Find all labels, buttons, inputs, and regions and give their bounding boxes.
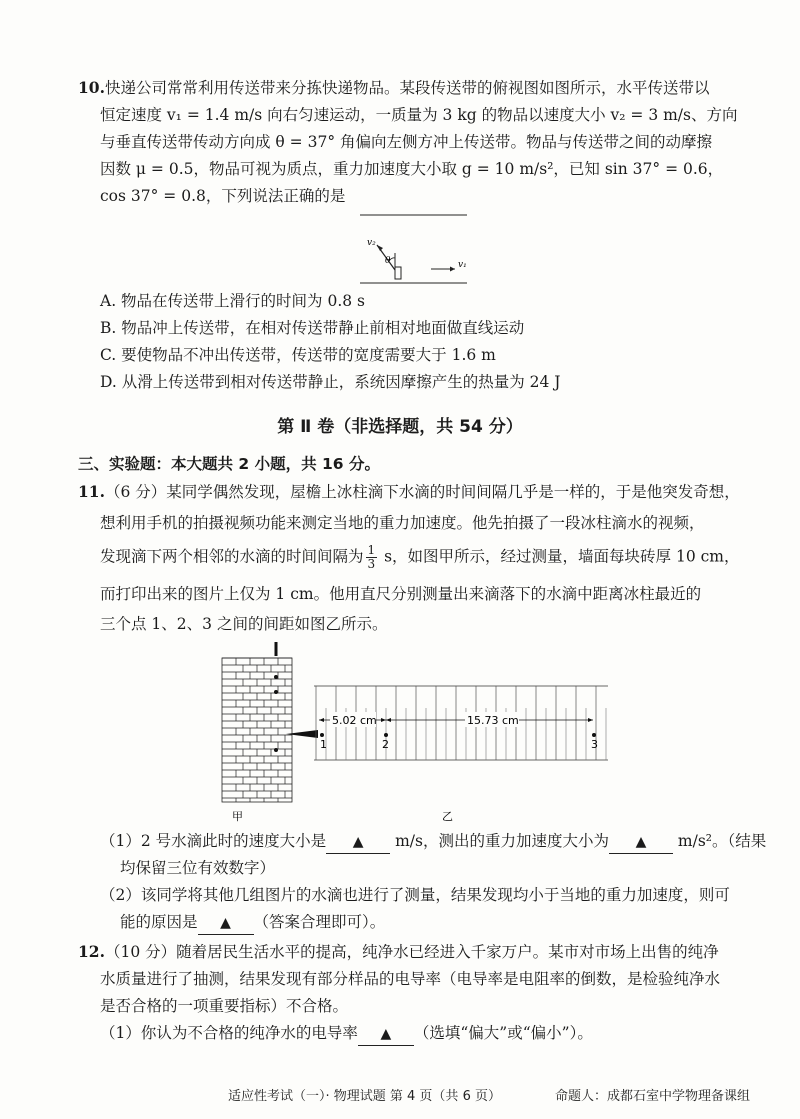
figure-jia-label: 甲 [232,810,243,823]
q11-line-2: 想利用手机的拍摄视频功能来测定当地的重力加速度。他先拍摄了一段冰柱滴水的视频， [100,514,705,532]
q11-sub2-text-c: （答案合理即可）。 [253,913,386,931]
dim2-arrow-left [386,718,391,722]
v2-arrowhead [377,245,383,251]
dimension-label-1: 5.02 cm [332,714,377,727]
answer-blank-gravity: ▲ [609,831,673,854]
q11-sub1-text-a: （1）2 号水滴此时的速度大小是 [100,832,327,850]
point-label-2: 2 [382,738,389,751]
q10-line-3: 与垂直传送带传动方向成 θ = 37° 角偏向左侧方冲上传送带。物品与传送带之间的动摩擦 [100,133,713,151]
q10-line-4: 因数 μ = 0.5，物品可视为质点，重力加速度大小取 g = 10 m/s²，已知 sin 37° = 0.6， [100,160,724,178]
point-label-3: 3 [591,738,598,751]
q11-line-5: 三个点 1、2、3 之间的间距如图乙所示。 [100,615,388,633]
q11-line-1 [78,481,740,503]
point-label-1: 1 [320,738,327,751]
v2-label: v₂ [367,238,376,248]
fraction-numerator: 1 [367,543,376,557]
theta-label: θ [385,256,391,266]
answer-blank-velocity: ▲ [326,831,390,854]
section-2-title: 第 Ⅱ 卷（非选择题，共 54 分） [277,417,523,437]
q12-sub1-line [100,1022,593,1046]
item-block [395,267,401,279]
q11-sub1-line-1 [100,830,766,854]
drop-point-2 [384,733,388,737]
q11-sub1-line-2: 均保留三位有效数字） [120,859,276,877]
dimension-label-2: 15.73 cm [467,714,519,727]
q12-line-1 [78,941,719,963]
brick-wall [222,658,292,802]
q11-text-1: （6 分）某同学偶然发现，屋檐上冰柱滴下水滴的时间间隔几乎是一样的，于是他突发奇想， [104,483,740,501]
fraction-denominator: 3 [367,557,376,571]
q11-text-3a: 发现滴下两个相邻的水滴的时间间隔为 [100,547,364,566]
q12-sub1-text-a: （1）你认为不合格的纯净水的电导率 [100,1024,358,1042]
drop-bottom [274,748,278,752]
figure-yi-measurement [312,680,612,825]
footer-author: 命题人：成都石室中学物理备课组 [555,1089,751,1104]
q11-sub2-line-1: （2）该同学将其他几组图片的水滴也进行了测量，结果发现均小于当地的重力加速度，则可 [100,886,730,904]
drop-middle [274,690,278,694]
section-3-heading: 三、实验题：本大题共 2 小题，共 16 分。 [78,455,380,473]
answer-blank-conductivity: ▲ [358,1023,414,1046]
q11-number: 11. [78,482,105,501]
time-fraction [366,544,378,571]
drop-point-3 [592,733,596,737]
q12-line-2: 水质量进行了抽测，结果发现有部分样品的电导率（电导率是电阻率的倒数，是检验纯净水 [100,970,721,988]
drop-top [274,675,278,679]
q12-line-3: 是否合格的一项重要指标）不合格。 [100,997,349,1015]
q12-number: 12. [78,942,105,961]
q11-line-3 [100,544,740,571]
dim2-arrow-right [588,718,593,722]
q11-sub1-text-b: m/s，测出的重力加速度大小为 [390,832,609,850]
q10-text-1: 快递公司常常利用传送带来分拣快递物品。某段传送带的俯视图如图所示，水平传送带以 [104,79,710,97]
q10-option-b: B. 物品冲上传送带，在相对传送带静止前相对地面做直线运动 [100,319,525,337]
footer-page-info: 适应性考试（一）· 物理试题 第 4 页（共 6 页） [228,1089,501,1104]
answer-blank-reason: ▲ [198,912,254,935]
q12-sub1-text-b: （选填“偏大”或“偏小”）。 [413,1024,593,1042]
q11-text-3b: s，如图甲所示，经过测量，墙面每块砖厚 10 cm， [379,547,740,566]
q11-sub2-line-2 [120,911,385,935]
q11-sub2-text-b: 能的原因是 [120,913,198,931]
drop-point-1 [320,733,324,737]
q10-option-d: D. 从滑上传送带到相对传送带静止，系统因摩擦产生的热量为 24 J [100,373,561,391]
q10-line-2: 恒定速度 v₁ = 1.4 m/s 向右匀速运动，一质量为 3 kg 的物品以速度大小 v₂ = 3 m/s、方向 [100,106,738,124]
q12-text-1: （10 分）随着居民生活水平的提高，纯净水已经进入千家万户。某市对市场上出售的纯净 [104,943,719,961]
dim1-arrow-right [381,718,386,722]
v1-label: v₁ [458,260,467,270]
q10-line-1 [78,77,709,99]
q11-line-4: 而打印出来的图片上仅为 1 cm。他用直尺分别测量出来滴落下的水滴中距离冰柱最近的 [100,585,702,603]
v1-arrowhead [450,267,455,272]
conveyor-figure [355,205,480,290]
q10-line-5: cos 37° = 0.8，下列说法正确的是 [100,187,346,205]
q10-option-c: C. 要使物品不冲出传送带，传送带的宽度需要大于 1.6 m [100,346,496,364]
q11-sub1-text-c: m/s²。（结果 [672,832,767,850]
q10-number: 10. [78,78,105,97]
q10-option-a: A. 物品在传送带上滑行的时间为 0.8 s [100,292,366,310]
dim1-arrow-left [319,718,324,722]
figure-yi-label: 乙 [442,810,453,823]
